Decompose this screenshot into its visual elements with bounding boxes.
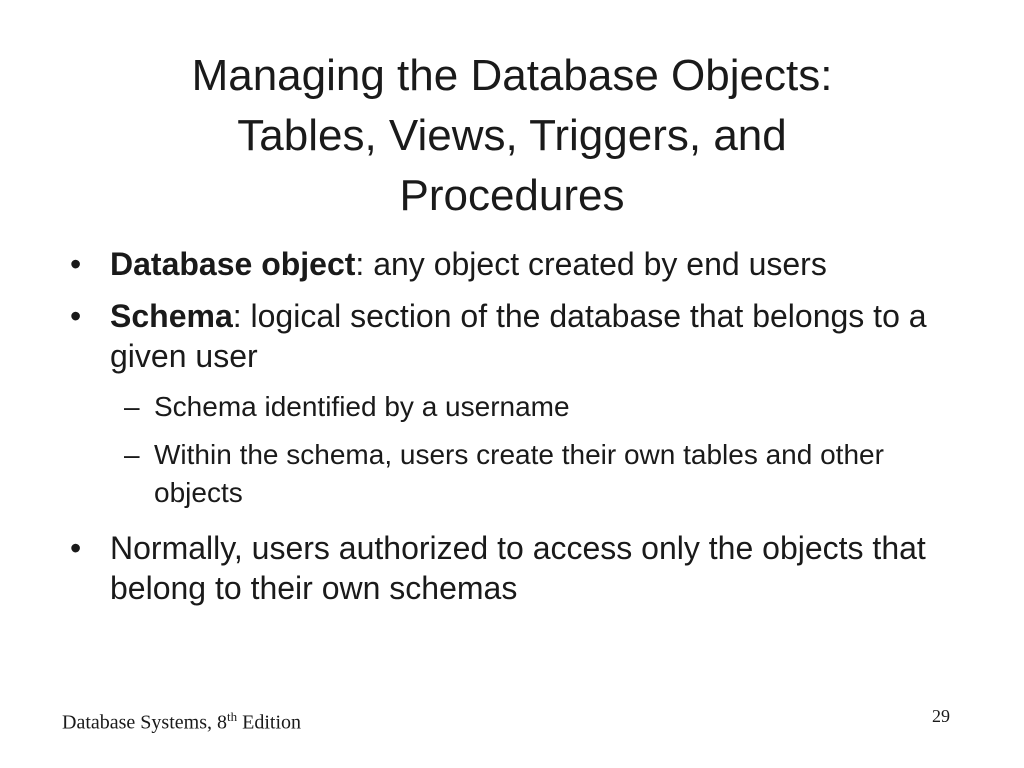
sub-bullet-own-tables	[110, 436, 970, 512]
bullet-access-text: Normally, users authorized to access only the objects that belong to their own schemas	[110, 530, 926, 606]
sub-bullet-text: Within the schema, users create their own tables and other objects	[154, 439, 884, 508]
title-line-2: Tables, Views, Triggers, and	[237, 111, 787, 160]
term-database-object: Database object	[110, 246, 356, 282]
definition-schema: : logical section of the database that belongs to a given user	[110, 298, 927, 374]
title-line-1: Managing the Database Objects:	[191, 51, 833, 100]
slide-title	[60, 46, 964, 226]
sub-bullet-marker: –	[124, 439, 140, 470]
bullet-schema	[70, 296, 970, 512]
footer-book-name: Database Systems, 8	[62, 711, 227, 734]
footer-edition: Edition	[237, 711, 301, 734]
sub-bullet-text: Schema identified by a username	[154, 391, 570, 422]
bullet-list	[70, 244, 970, 620]
bullet-marker: •	[70, 530, 82, 566]
bullet-access	[70, 528, 970, 608]
bullet-marker: •	[70, 246, 82, 282]
footer-book-title	[62, 709, 301, 735]
schema-sub-list	[110, 388, 970, 512]
title-line-3: Procedures	[399, 171, 625, 220]
definition-database-object: : any object created by end users	[355, 246, 827, 282]
sub-bullet-username	[110, 388, 970, 426]
footer-superscript: th	[226, 709, 238, 724]
term-schema: Schema	[110, 298, 233, 334]
sub-bullet-marker: –	[124, 391, 140, 422]
bullet-database-object	[70, 244, 970, 284]
page-number: 29	[932, 706, 950, 726]
bullet-marker: •	[70, 298, 82, 334]
